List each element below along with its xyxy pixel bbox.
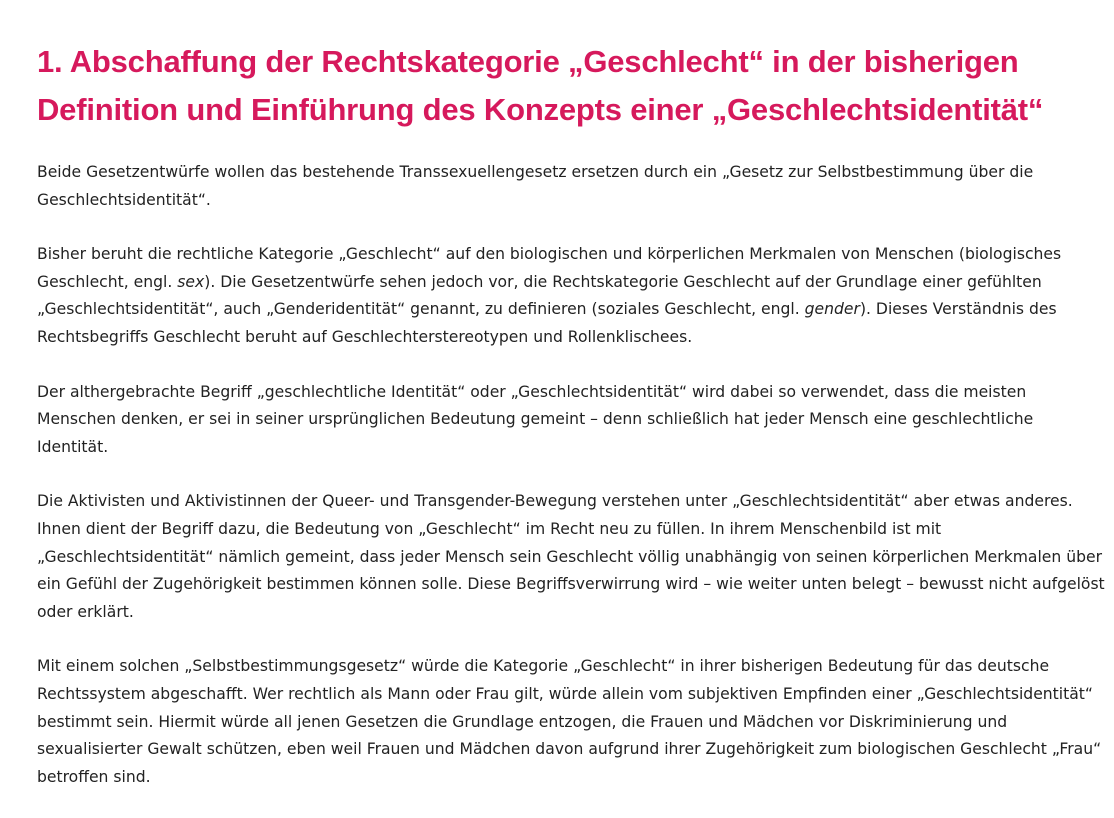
- emphasis-sex: sex: [177, 272, 205, 291]
- paragraph-2: [37, 241, 1109, 351]
- article-heading: 1. Abschaffung der Rechtskategorie „Geschlecht“ in der bisherigen Definition und Einführung des Konzepts einer „Geschlechtsidentität“: [37, 44, 1044, 127]
- paragraph-5: Mit einem solchen „Selbstbestimmungsgesetz“ würde die Kategorie „Geschlecht“ in ihrer bisherigen Bedeutung für das deutsche Rechtssystem abgeschafft. Wer rechtlich als Mann oder Frau gilt, würde allein vom subjektiven Empfinden einer „Geschlechtsidentität“ bestimmt sein. Hiermit würde all jenen Gesetzen die Grundlage entzogen, die Frauen und Mädchen vor Diskriminierung und sexualisierter Gewalt schützen, eben weil Frauen und Mädchen davon aufgrund ihrer Zugehörigkeit zum biologischen Geschlecht „Frau“ betroffen sind.: [37, 657, 1102, 786]
- article: [37, 38, 1109, 818]
- paragraph-2-text-3: ). Dieses Verständnis des Rechtsbegriffs Geschlecht beruht auf Geschlechterstereotypen und Rollenklischees.: [37, 300, 1057, 346]
- paragraph-4: Die Aktivisten und Aktivistinnen der Queer- und Transgender-Bewegung verstehen unter „Geschlechtsidentität“ aber etwas anderes. Ihnen dient der Begriff dazu, die Bedeutung von „Geschlecht“ im Recht neu zu füllen. In ihrem Menschenbild ist mit „Geschlechtsidentität“ nämlich gemeint, dass jeder Mensch sein Geschlecht völlig unabhängig von seinen körperlichen Merkmalen über ein Gefühl der Zugehörigkeit bestimmen können solle. Diese Begriffsverwirrung wird – wie weiter unten belegt – bewusst nicht aufgelöst oder erklärt.: [37, 492, 1105, 621]
- paragraph-2-text-2: ). Die Gesetzentwürfe sehen jedoch vor, die Rechtskategorie Geschlecht auf der Grundlage einer gefühlten „Geschlechtsidentität“, auch „Genderidentität“ genannt, zu definieren (soziales Geschlecht, engl.: [37, 272, 1042, 319]
- paragraph-3: Der althergebrachte Begriff „geschlechtliche Identität“ oder „Geschlechtsidentität“ wird dabei so verwendet, dass die meisten Menschen denken, er sei in seiner ursprünglichen Bedeutung gemeint – denn schließlich hat jeder Mensch eine geschlechtliche Identität.: [37, 382, 1034, 456]
- paragraph-1: Beide Gesetzentwürfe wollen das bestehende Transsexuellengesetz ersetzen durch ein „Gesetz zur Selbstbestimmung über die Geschlechtsidentität“.: [37, 163, 1034, 209]
- emphasis-gender: gender: [804, 300, 860, 319]
- paragraph-2-text-1: Bisher beruht die rechtliche Kategorie „Geschlecht“ auf den biologischen und körperlichen Merkmalen von Menschen (biologisches Geschlecht, engl.: [37, 245, 1062, 291]
